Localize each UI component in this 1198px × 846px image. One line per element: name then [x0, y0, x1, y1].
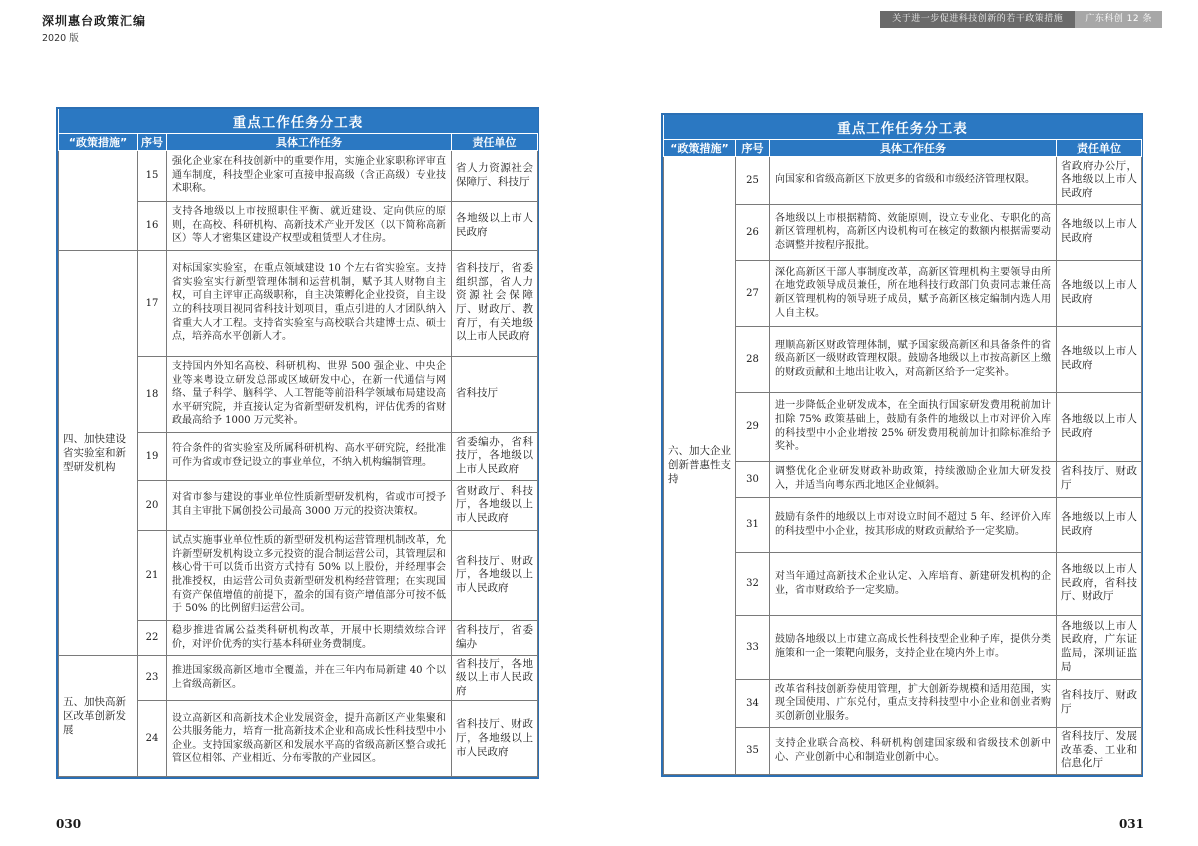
table-row [664, 260, 1142, 326]
col-header-num: 序号 [138, 133, 167, 150]
row-number: 34 [736, 679, 770, 727]
row-number: 31 [736, 497, 770, 552]
row-number: 35 [736, 727, 770, 774]
row-number: 23 [138, 655, 167, 701]
task-text: 改革省科技创新券使用管理，扩大创新券规模和适用范围，实现全国使用、广东兑付，重点支持科技型中小企业和创业者购买创新创业服务。 [770, 679, 1057, 727]
policy-category: 五、加快高新区改革创新发展 [59, 655, 138, 777]
table-title: 重点工作任务分工表 [664, 115, 1142, 139]
row-number: 30 [736, 461, 770, 497]
table-row [59, 150, 538, 201]
table-row [664, 392, 1142, 461]
table-row [664, 326, 1142, 392]
responsible-unit: 省科技厅 [452, 356, 538, 432]
row-number: 29 [736, 392, 770, 461]
task-text: 调整优化企业研发财政补助政策，持续激励企业加大研发投入，并适当向粤东西北地区企业倾斜。 [770, 461, 1057, 497]
responsible-unit: 省科技厅、财政厅 [1057, 679, 1142, 727]
row-number: 22 [138, 620, 167, 655]
table-row [664, 727, 1142, 774]
responsible-unit: 各地级以上市人民政府 [1057, 392, 1142, 461]
responsible-unit: 省科技厅，省委编办 [452, 620, 538, 655]
responsible-unit: 省政府办公厅，各地级以上市人民政府 [1057, 156, 1142, 204]
table-row [664, 615, 1142, 679]
responsible-unit: 省科技厅、发展改革委、工业和信息化厅 [1057, 727, 1142, 774]
book-title: 深圳惠台政策汇编 [42, 14, 147, 28]
row-number: 28 [736, 326, 770, 392]
col-header-unit: 责任单位 [1057, 139, 1142, 156]
task-text: 支持企业联合高校、科研机构创建国家级和省级技术创新中心、产业创新中心和制造业创新中心。 [770, 727, 1057, 774]
section-header [880, 11, 1162, 28]
table-row [664, 461, 1142, 497]
responsible-unit: 省科技厅、财政厅 [1057, 461, 1142, 497]
task-text: 推进国家级高新区地市全覆盖，并在三年内布局新建 40 个以上省级高新区。 [167, 655, 452, 701]
task-text: 各地级以上市根据精简、效能原则，设立专业化、专职化的高新区管理机构，高新区内设机构可在核定的数额内根据需要动态调整并按程序报批。 [770, 204, 1057, 260]
row-number: 17 [138, 250, 167, 356]
row-number: 33 [736, 615, 770, 679]
task-text: 对标国家实验室，在重点领域建设 10 个左右省实验室。支持省实验室实行新型管理体制和运营机制，赋予其人财物自主权，可自主评审正高级职称，自主决策孵化企业投资，自主设立的科技项目视同省科技计划项目，重点引进的人才团队纳入省重大人才工程。支持省实验室与高校联合共建博士点、硕士点，培养高水平创新人才。 [167, 250, 452, 356]
table-row [664, 679, 1142, 727]
policy-category [59, 150, 138, 250]
responsible-unit: 各地级以上市人民政府 [1057, 497, 1142, 552]
col-header-unit: 责任单位 [452, 133, 538, 150]
row-number: 32 [736, 552, 770, 615]
task-text: 向国家和省级高新区下放更多的省级和市级经济管理权限。 [770, 156, 1057, 204]
table-row [664, 552, 1142, 615]
row-number: 26 [736, 204, 770, 260]
task-text: 深化高新区干部人事制度改革，高新区管理机构主要领导由所在地党政领导成员兼任，所在地科技行政部门负责同志兼任高新区管理机构的领导班子成员，赋予高新区核定编制内选人用人自主权。 [770, 260, 1057, 326]
task-text: 强化企业家在科技创新中的重要作用，实施企业家职称评审直通车制度，科技型企业家可直接申报高级（含正高级）专业技术职称。 [167, 150, 452, 201]
responsible-unit: 省委编办，省科技厅，各地级以上市人民政府 [452, 432, 538, 480]
table-row [59, 655, 538, 701]
page-number-right: 031 [1118, 817, 1144, 831]
task-text: 支持各地级以上市按照职住平衡、就近建设、定向供应的原则，在高校、科研机构、高新技术产业开发区（以下简称高新区）等人才密集区建设产权型或租赁型人才住房。 [167, 201, 452, 250]
policy-category: 四、加快建设省实验室和新型研发机构 [59, 250, 138, 655]
col-header-task: 具体工作任务 [167, 133, 452, 150]
page-number-left: 030 [56, 817, 82, 831]
col-header-policy: “政策措施” [59, 133, 138, 150]
task-table-left [56, 107, 539, 779]
responsible-unit: 各地级以上市人民政府 [1057, 204, 1142, 260]
book-header [42, 12, 146, 44]
responsible-unit: 省科技厅、财政厅，各地级以上市人民政府 [452, 530, 538, 620]
task-text: 稳步推进省属公益类科研机构改革，开展中长期绩效综合评价，对评价优秀的实行基本科研业务费制度。 [167, 620, 452, 655]
responsible-unit: 省科技厅、财政厅，各地级以上市人民政府 [452, 701, 538, 777]
task-table-right [661, 113, 1143, 777]
task-text: 试点实施事业单位性质的新型研发机构运营管理机制改革，允许新型研发机构设立多元投资的混合制运营公司，其管理层和核心骨干可以货币出资方式持有 50% 以上股份，并经理事会批准授权，由运营公司负责新型研发机构经营管理；在实现国有资产保值增值的前提下，盈余的国有资产增值部分可按不低于 50% 的比例留归运营公司。 [167, 530, 452, 620]
col-header-task: 具体工作任务 [770, 139, 1057, 156]
table-row [664, 204, 1142, 260]
task-text: 鼓励各地级以上市建立高成长性科技型企业种子库，提供分类施策和一企一策靶向服务，支持企业在境内外上市。 [770, 615, 1057, 679]
row-number: 27 [736, 260, 770, 326]
responsible-unit: 各地级以上市人民政府 [1057, 326, 1142, 392]
table-title: 重点工作任务分工表 [59, 109, 538, 133]
task-text: 对当年通过高新技术企业认定、入库培育、新建研发机构的企业，省市财政给予一定奖励。 [770, 552, 1057, 615]
row-number: 19 [138, 432, 167, 480]
edition-year: 2020 版 [42, 33, 79, 44]
responsible-unit: 各地级以上市人民政府 [452, 201, 538, 250]
row-number: 18 [138, 356, 167, 432]
task-text: 符合条件的省实验室及所属科研机构、高水平研究院，经批准可作为省或市登记设立的事业单位，不纳入机构编制管理。 [167, 432, 452, 480]
responsible-unit: 省财政厅、科技厅，各地级以上市人民政府 [452, 480, 538, 530]
gd-policy-tab: 广东科创 12 条 [1075, 11, 1162, 28]
responsible-unit: 省人力资源社会保障厅、科技厅 [452, 150, 538, 201]
table-row [664, 497, 1142, 552]
row-number: 21 [138, 530, 167, 620]
task-table [58, 109, 538, 777]
policy-category: 六、加大企业创新普惠性支持 [664, 156, 736, 774]
row-number: 25 [736, 156, 770, 204]
task-text: 对省市参与建设的事业单位性质新型研发机构，省或市可授予其自主审批下属创投公司最高 3000 万元的投资决策权。 [167, 480, 452, 530]
row-number: 24 [138, 701, 167, 777]
task-text: 设立高新区和高新技术企业发展资金，提升高新区产业集聚和公共服务能力，培育一批高新技术企业和高成长性科技型中小企业。支持国家级高新区和发展水平高的省级高新区整合或托管区位相邻、产业相近、分布零散的产业园区。 [167, 701, 452, 777]
task-text: 理顺高新区财政管理体制，赋予国家级高新区和具备条件的省级高新区一级财政管理权限。鼓励各地级以上市按高新区上缴的财政贡献和土地出让收入，对高新区给予一定奖补。 [770, 326, 1057, 392]
policy-tab: 关于进一步促进科技创新的若干政策措施 [880, 11, 1075, 28]
col-header-policy: “政策措施” [664, 139, 736, 156]
responsible-unit: 省科技厅，省委组织部，省人力资源社会保障厅、财政厅、教育厅，有关地级以上市人民政府 [452, 250, 538, 356]
col-header-num: 序号 [736, 139, 770, 156]
task-text: 进一步降低企业研发成本，在全面执行国家研发费用税前加计扣除 75% 政策基础上，鼓励有条件的地级以上市对评价入库的科技型中小企业增按 25% 研发费用税前加计扣除标准给予奖补。 [770, 392, 1057, 461]
row-number: 15 [138, 150, 167, 201]
task-text: 鼓励有条件的地级以上市对设立时间不超过 5 年、经评价入库的科技型中小企业，按其形成的财政贡献给予一定奖励。 [770, 497, 1057, 552]
responsible-unit: 各地级以上市人民政府，省科技厅、财政厅 [1057, 552, 1142, 615]
task-table [663, 115, 1142, 775]
task-text: 支持国内外知名高校、科研机构、世界 500 强企业、中央企业等来粤设立研发总部或区域研发中心，在新一代通信与网络、量子科学、脑科学、人工智能等前沿科学领域布局建设高水平研究院，并直接认定为省新型研发机构，评估优秀的省财政最高给予 1000 万元奖补。 [167, 356, 452, 432]
responsible-unit: 省科技厅，各地级以上市人民政府 [452, 655, 538, 701]
table-row [59, 250, 538, 356]
row-number: 20 [138, 480, 167, 530]
row-number: 16 [138, 201, 167, 250]
responsible-unit: 各地级以上市人民政府，广东证监局，深圳证监局 [1057, 615, 1142, 679]
responsible-unit: 各地级以上市人民政府 [1057, 260, 1142, 326]
table-row [664, 156, 1142, 204]
